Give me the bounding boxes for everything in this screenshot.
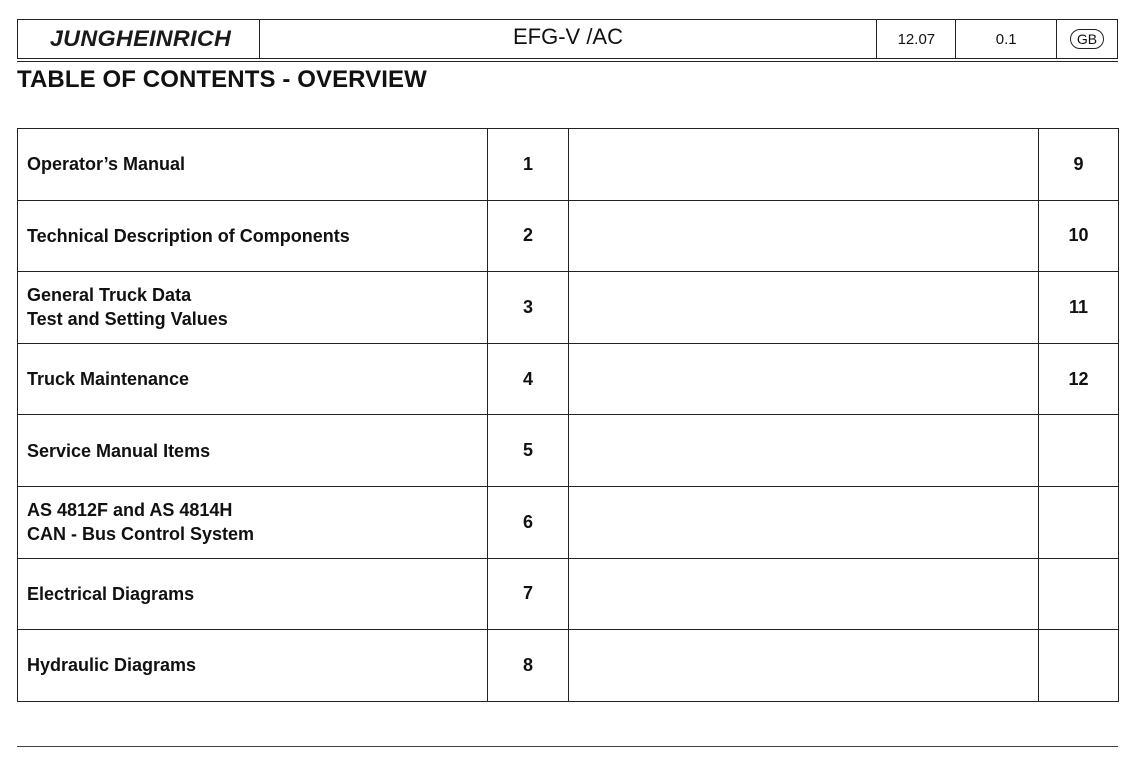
toc-entry-number[interactable]: 6 <box>488 486 569 558</box>
toc-entry-title[interactable] <box>18 272 488 344</box>
toc-entry-title-line: Operator’s Manual <box>27 154 186 175</box>
page-version-cell <box>956 20 1057 58</box>
page-version: 0.1 <box>995 30 1017 48</box>
toc-row <box>18 129 1119 201</box>
model-name-cell <box>260 20 878 58</box>
toc-blank-cell <box>569 343 1039 415</box>
toc-entry-title-line: Hydraulic Diagrams <box>27 655 197 676</box>
toc-row <box>18 200 1119 272</box>
toc-right-number <box>1039 415 1119 487</box>
toc-row <box>18 630 1119 702</box>
edition-date: 12.07 <box>897 30 936 48</box>
toc-right-number[interactable]: 11 <box>1039 272 1119 344</box>
edition-date-cell <box>877 20 956 58</box>
toc-right-number[interactable]: 10 <box>1039 200 1119 272</box>
toc-row <box>18 272 1119 344</box>
model-name: EFG-V /AC <box>512 24 623 49</box>
toc-entry-number[interactable]: 2 <box>488 200 569 272</box>
toc-row <box>18 486 1119 558</box>
toc-blank-cell <box>569 129 1039 201</box>
page-title: TABLE OF CONTENTS - OVERVIEW <box>17 66 427 93</box>
toc-blank-cell <box>569 200 1039 272</box>
toc-entry-title[interactable] <box>18 415 488 487</box>
toc-entry-title-line: AS 4812F and AS 4814H <box>27 500 233 521</box>
toc-entry-title-line: Electrical Diagrams <box>27 583 195 604</box>
toc-blank-cell <box>569 272 1039 344</box>
toc-right-number <box>1039 630 1119 702</box>
toc-blank-cell <box>569 630 1039 702</box>
toc-entry-title[interactable] <box>18 343 488 415</box>
toc-table <box>17 128 1119 702</box>
toc-right-number <box>1039 558 1119 630</box>
toc-entry-title-line: Truck Maintenance <box>27 369 190 390</box>
toc-entry-title-line: CAN - Bus Control System <box>27 524 255 545</box>
toc-entry-title[interactable] <box>18 558 488 630</box>
toc-blank-cell <box>569 558 1039 630</box>
toc-entry-number[interactable]: 4 <box>488 343 569 415</box>
toc-entry-title-line: Test and Setting Values <box>27 309 228 330</box>
toc-entry-title[interactable] <box>18 200 488 272</box>
toc-entry-number[interactable]: 3 <box>488 272 569 344</box>
document-header <box>17 19 1118 59</box>
toc-entry-number[interactable]: 8 <box>488 630 569 702</box>
toc-entry-title-line: Service Manual Items <box>27 440 211 461</box>
toc-entry-number[interactable]: 5 <box>488 415 569 487</box>
toc-right-number[interactable]: 9 <box>1039 129 1119 201</box>
toc-right-number[interactable]: 12 <box>1039 343 1119 415</box>
toc-row <box>18 558 1119 630</box>
toc-entry-number[interactable]: 7 <box>488 558 569 630</box>
language-badge: GB <box>1070 29 1104 49</box>
footer-divider <box>17 746 1118 747</box>
language-cell <box>1057 20 1117 58</box>
brand-logo: JUNGHEINRICH <box>49 26 231 51</box>
toc-blank-cell <box>569 415 1039 487</box>
header-divider <box>17 61 1118 62</box>
toc-row <box>18 343 1119 415</box>
toc-blank-cell <box>569 486 1039 558</box>
toc-right-number <box>1039 486 1119 558</box>
toc-entry-title[interactable] <box>18 486 488 558</box>
brand-logo-cell <box>18 20 260 58</box>
toc-entry-title[interactable] <box>18 129 488 201</box>
toc-entry-title[interactable] <box>18 630 488 702</box>
toc-entry-number[interactable]: 1 <box>488 129 569 201</box>
toc-row <box>18 415 1119 487</box>
toc-entry-title-line: Technical Description of Components <box>27 225 350 246</box>
toc-entry-title-line: General Truck Data <box>27 285 192 306</box>
